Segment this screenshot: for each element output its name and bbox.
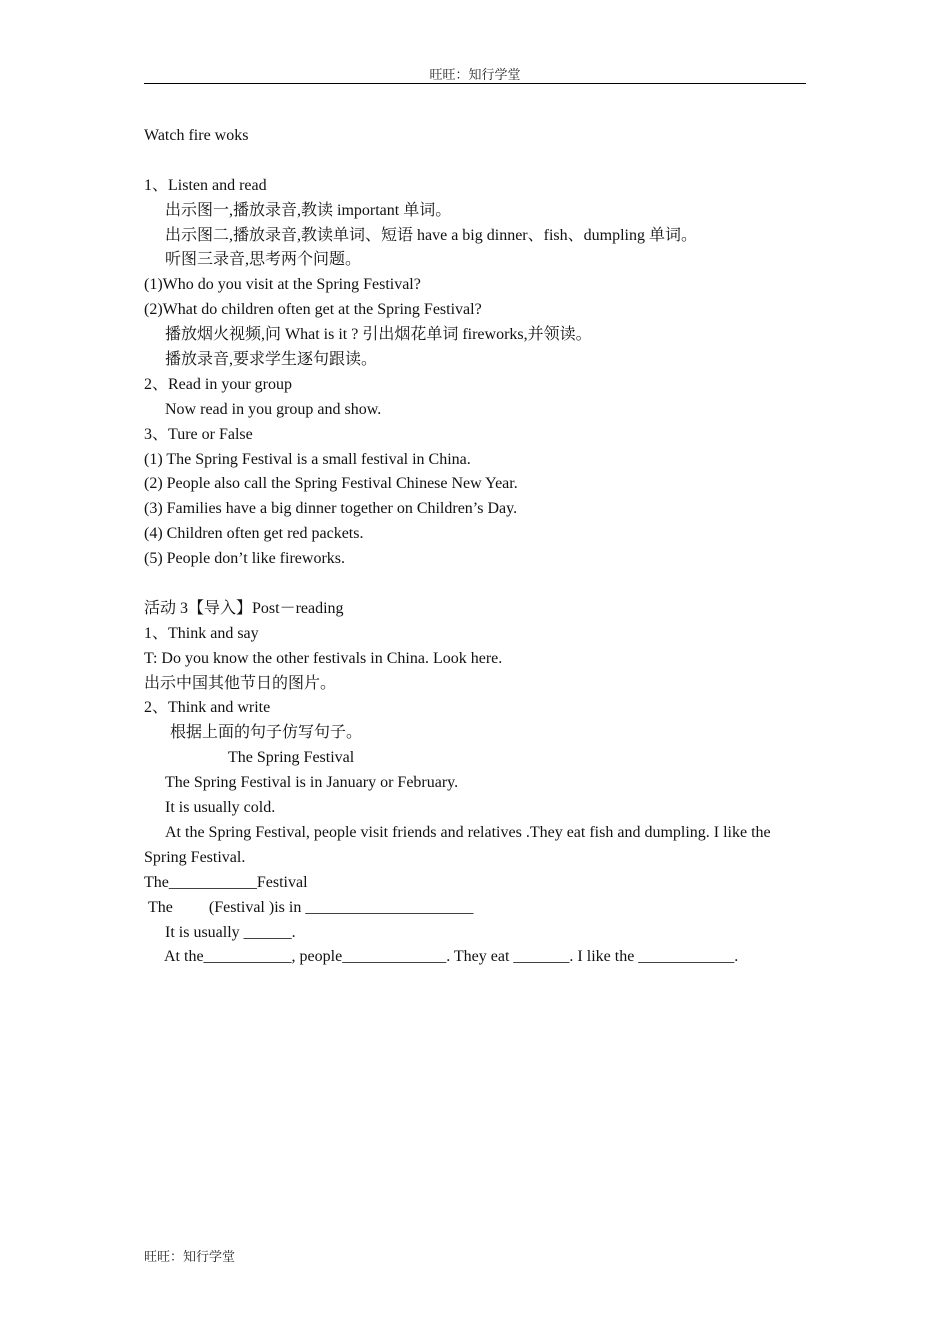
instruction-line: 播放录音,要求学生逐句跟读。 [165, 351, 378, 369]
spacer [144, 149, 806, 174]
instruction-line: 播放烟火视频,问 What is it ? 引出烟花单词 fireworks,并领读。 [165, 326, 592, 344]
model-line: The Spring Festival is in January or February. [165, 774, 459, 792]
statement-line: (2) People also call the Spring Festival Chinese New Year. [144, 475, 518, 493]
dialogue-line: T: Do you know the other festivals in China. Look here. [144, 649, 503, 667]
fill-blank-line: The___________Festival [144, 873, 308, 891]
page-header: 旺旺：知行学堂 [429, 67, 521, 82]
step-heading: 2、Think and write [144, 699, 271, 717]
instruction-line: Now read in you group and show. [165, 400, 382, 418]
fill-blank-line: The (Festival )is in _____________________ [148, 898, 474, 916]
instruction-line: 根据上面的句子仿写句子。 [170, 724, 363, 742]
model-line: It is usually cold. [165, 799, 276, 817]
statement-line: (1) The Spring Festival is a small festival in China. [144, 450, 471, 468]
question-line: (2)What do children often get at the Spring Festival? [144, 301, 482, 319]
instruction-line: 出示图二,播放录音,教读单词、短语 have a big dinner、fish、dumpling 单词。 [165, 226, 697, 244]
step-heading: 1、Think and say [144, 624, 259, 642]
page-footer: 旺旺：知行学堂 [144, 1249, 236, 1264]
header-rule [144, 83, 806, 84]
step-heading: 2、Read in your group [144, 375, 292, 393]
step-heading: 1、Listen and read [144, 176, 267, 194]
statement-line: (4) Children often get red packets. [144, 525, 364, 543]
instruction-line: 听图三录音,思考两个问题。 [165, 251, 362, 269]
statement-line: (3) Families have a big dinner together on Children’s Day. [144, 500, 518, 518]
question-line: (1)Who do you visit at the Spring Festival? [144, 276, 421, 294]
instruction-line: 出示中国其他节日的图片。 [144, 674, 337, 692]
instruction-line: 出示图一,播放录音,教读 important 单词。 [165, 201, 452, 219]
statement-line: (5) People don’t like fireworks. [144, 550, 345, 568]
model-title: The Spring Festival [228, 749, 355, 767]
fill-blank-line: At the___________, people_____________. They eat _______. I like the ____________. [164, 948, 739, 966]
model-paragraph: At the Spring Festival, people visit friends and relatives .They eat fish and dumpling. I like the Spring Festival. [144, 823, 771, 866]
section-title: Watch fire woks [144, 127, 249, 144]
fill-blank-line: It is usually ______. [165, 923, 296, 941]
step-heading: 3、Ture or False [144, 425, 253, 443]
document-body [144, 124, 806, 970]
activity-heading: 活动 3【导入】Post－reading [144, 599, 344, 617]
spacer [144, 572, 806, 597]
